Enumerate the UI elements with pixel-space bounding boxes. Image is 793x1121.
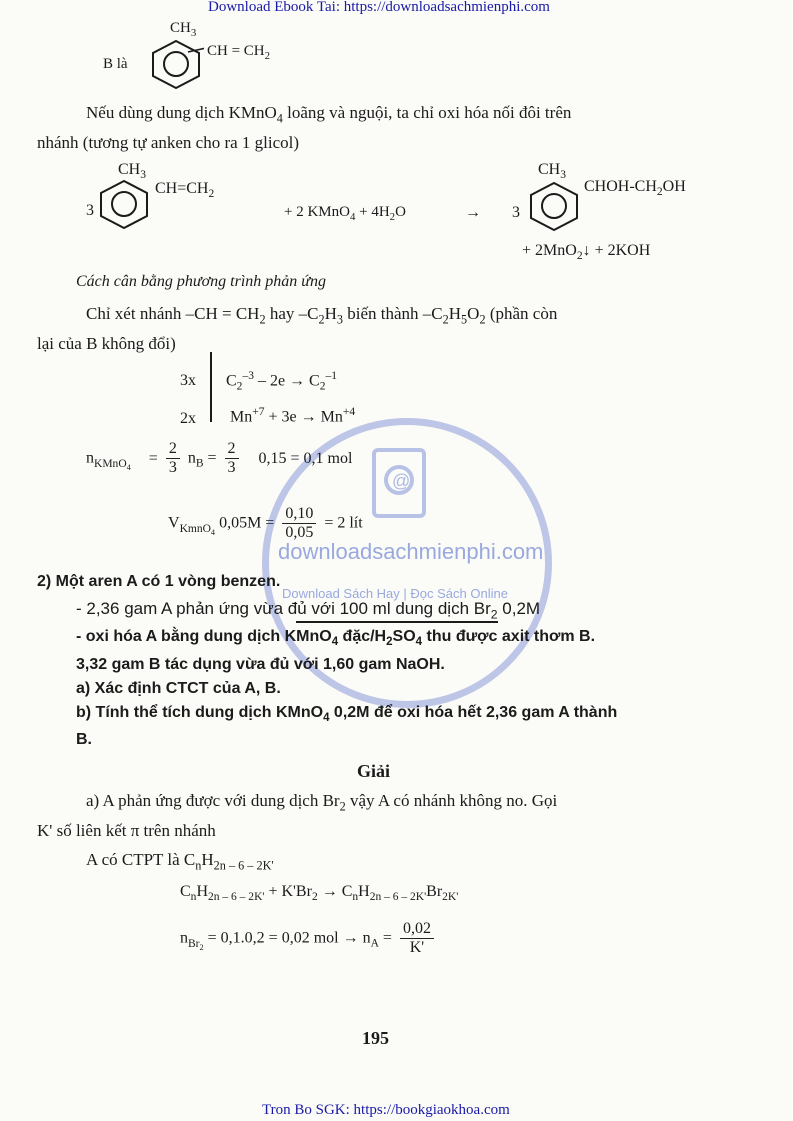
svg-text:@: @ bbox=[392, 471, 411, 491]
solution-para2: K' số liên kết π trên nhánh bbox=[37, 821, 216, 840]
problem2-line2: - 2,36 gam A phản ứng vừa đủ với 100 ml dung dịch $Br_2$ 0,2M bbox=[76, 599, 541, 622]
reaction-coef-right: 3 bbox=[512, 204, 520, 221]
b-ch3-group: $CH_3$ bbox=[170, 20, 197, 39]
problem2-line5: a) Xác định CTCT của A, B. bbox=[76, 680, 281, 697]
benzene-ring-left-icon bbox=[96, 178, 152, 230]
n-kmno4-equation: $n_{KMnO_4}$ = $\frac{2}{3}$ $n_B$ = $\frac{2}{3}$ 0,15 = 0,1 mol bbox=[86, 440, 353, 477]
solution-para3: A có CTPT là $C_nH_{2n - 6 - 2K'}$ bbox=[86, 850, 274, 873]
solution-para1: a) A phản ứng được với dung dịch $Br_2$ vậy A có nhánh không no. Gọi bbox=[86, 791, 558, 814]
reaction-right-ch3: $CH_3$ bbox=[538, 161, 566, 182]
problem2-line7: B. bbox=[76, 731, 92, 748]
reaction-coef-left: 3 bbox=[86, 202, 94, 219]
reaction-right-chain: CHOH-$CH_2OH$ bbox=[584, 178, 686, 199]
v-kmno4-equation: $V_{KmnO_4}$ 0,05M = $\frac{0,10}{0,05}$ = 2 lít bbox=[168, 505, 363, 542]
problem2-line4: 3,32 gam B tác dụng vừa đủ với 1,60 gam NaOH. bbox=[76, 656, 445, 673]
reaction-left-chain: $CH=CH_2$ bbox=[155, 180, 215, 201]
half-reaction-2: $Mn^{+7} + 3e \to Mn^{+4}$ bbox=[230, 406, 356, 426]
kmno4-paragraph-line1: Nếu dùng dung dịch KMnO$_4$ loãng và nguội, ta chỉ oxi hóa nối đôi trên bbox=[86, 103, 572, 126]
b-vinyl-group: CH = $CH_2$ bbox=[207, 43, 271, 62]
watermark-site-text: downloadsachmienphi.com bbox=[278, 539, 544, 564]
solution-equation2: $n_{Br_2} = 0,1.0,2 = 0,02$ mol → $n_A$ = $\frac{0,02}{K'}$ bbox=[180, 920, 438, 958]
balance-text-line2: lại của B không đổi) bbox=[37, 334, 176, 353]
half-reaction-divider bbox=[210, 352, 212, 422]
header-download-link[interactable]: Download Ebook Tai: https://downloadsachmienphi.com bbox=[208, 0, 550, 15]
reaction-arrow: → bbox=[465, 204, 481, 221]
benzene-ring-icon bbox=[148, 38, 204, 90]
kmno4-paragraph-line2: nhánh (tương tự anken cho ra 1 glicol) bbox=[37, 133, 300, 152]
problem2-line3: - oxi hóa A bằng dung dịch KMnO$_4$ đặc/$H_2SO_4$ thu được axit thơm B. bbox=[76, 628, 596, 649]
half-reaction-1: $C_2^{-3} - 2e \to C_2^{-1}$ bbox=[226, 370, 338, 393]
b-label: B là bbox=[103, 56, 128, 72]
watermark-tagline: Download Sách Hay | Đọc Sách Online bbox=[282, 586, 508, 601]
page-number: 195 bbox=[362, 1028, 389, 1048]
half-reaction-1-coef: 3x bbox=[180, 372, 196, 389]
watermark-underline bbox=[296, 621, 498, 623]
reaction-left-ch3: $CH_3$ bbox=[118, 161, 146, 182]
problem2-line6: b) Tính thể tích dung dịch KMnO$_4$ 0,2M để oxi hóa hết 2,36 gam A thành bbox=[76, 704, 618, 725]
half-reaction-2-coef: 2x bbox=[180, 410, 196, 427]
solution-title: Giải bbox=[357, 761, 391, 781]
balance-text-line1: Chỉ xét nhánh $-CH = CH_2$ hay $-C_2H_3$ biến thành $-C_2H_5O_2$ (phần còn bbox=[86, 304, 558, 327]
footer-sgk-link[interactable]: Tron Bo SGK: https://bookgiaokhoa.com bbox=[262, 1102, 510, 1118]
watermark-book-icon bbox=[356, 440, 444, 528]
reaction-reagents: + 2 KMnO$_4$ + $4H_2O$ bbox=[284, 204, 406, 223]
balance-title: Cách cân bằng phương trình phản ứng bbox=[76, 273, 326, 290]
solution-equation1: $C_nH_{2n - 6 - 2K'} + K'Br_2 \to C_nH_{2n - 6 - 2K'}Br_{2K'}$ bbox=[180, 883, 459, 904]
reaction-products: + 2MnO$_2$↓ + 2KOH bbox=[522, 242, 651, 263]
benzene-ring-right-icon bbox=[526, 180, 582, 232]
problem2-title: 2) Một aren A có 1 vòng benzen. bbox=[37, 573, 281, 590]
